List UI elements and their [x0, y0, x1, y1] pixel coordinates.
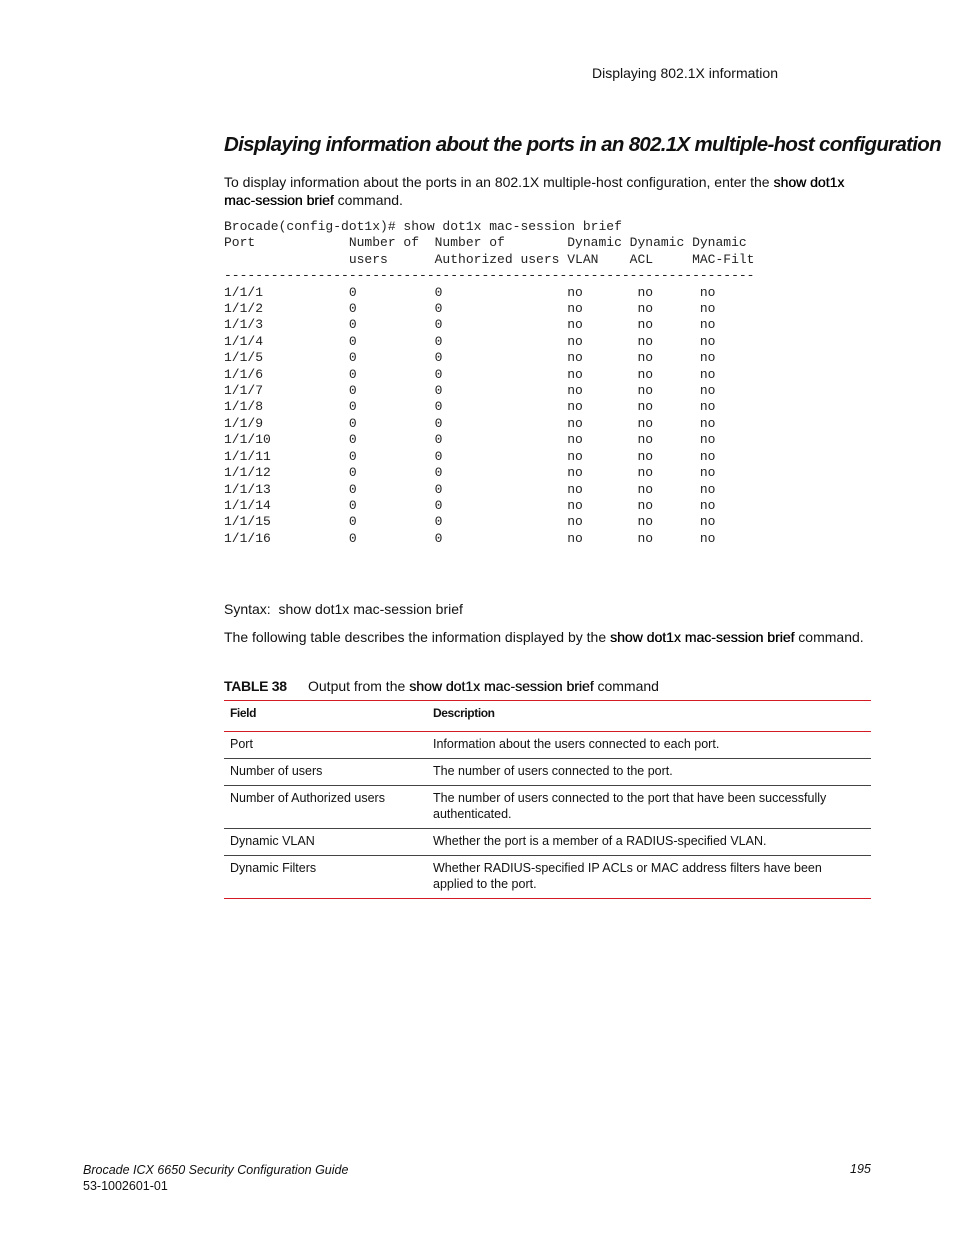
output-fields-table — [224, 700, 871, 899]
description-text-after: command. — [794, 629, 864, 645]
table-cell-field: Dynamic Filters — [224, 856, 427, 899]
column-header-description: Description — [427, 701, 871, 732]
table-cell-field: Number of users — [224, 759, 427, 786]
table-cell-description: Whether the port is a member of a RADIUS-specified VLAN. — [427, 829, 871, 856]
table-cell-field: Number of Authorized users — [224, 786, 427, 829]
cli-row: 1/1/3 0 0 no no no — [224, 317, 716, 333]
cli-row: 1/1/14 0 0 no no no — [224, 497, 716, 513]
cli-row: 1/1/10 0 0 no no no — [224, 432, 716, 448]
table-row — [224, 856, 871, 899]
table-number: TABLE 38 — [224, 678, 287, 694]
syntax-command: show dot1x mac-session brief — [278, 601, 463, 617]
cli-row: 1/1/13 0 0 no no no — [224, 481, 716, 497]
table-row — [224, 829, 871, 856]
footer-book-title: Brocade ICX 6650 Security Configuration Guide — [83, 1163, 349, 1177]
table-cell-field: Port — [224, 732, 427, 759]
cli-header-line-2: users Authorized users VLAN ACL MAC-Filt — [224, 251, 755, 267]
syntax-line — [224, 601, 463, 617]
table-cell-field: Dynamic VLAN — [224, 829, 427, 856]
table-row — [224, 786, 871, 829]
description-command: show dot1x mac-session brief — [610, 629, 795, 645]
cli-row: 1/1/2 0 0 no no no — [224, 301, 716, 317]
table-body — [224, 732, 871, 899]
intro-text-after: command. — [333, 192, 403, 208]
section-title: Displaying information about the ports in an 802.1X multiple-host configuration — [224, 133, 941, 156]
cli-row: 1/1/11 0 0 no no no — [224, 448, 716, 464]
intro-paragraph — [224, 173, 864, 209]
footer-left — [83, 1162, 348, 1194]
syntax-label: Syntax: — [224, 601, 271, 617]
footer-page-number: 195 — [850, 1162, 871, 1176]
intro-text-before: To display information about the ports in an 802.1X multiple-host configuration, enter the — [224, 174, 774, 190]
table-header-row — [224, 701, 871, 732]
table-row — [224, 732, 871, 759]
table-caption-after: command — [593, 678, 659, 694]
cli-row: 1/1/12 0 0 no no no — [224, 465, 716, 481]
table-caption-command: show dot1x mac-session brief — [409, 678, 594, 694]
cli-row: 1/1/8 0 0 no no no — [224, 399, 716, 415]
description-text-before: The following table describes the information displayed by the — [224, 629, 610, 645]
cli-header-line-1: Port Number of Number of Dynamic Dynamic Dynamic — [224, 235, 747, 251]
table-caption-before: Output from the — [308, 678, 410, 694]
table-row — [224, 759, 871, 786]
cli-output — [224, 219, 755, 547]
footer-doc-number: 53-1002601-01 — [83, 1179, 168, 1193]
cli-row: 1/1/7 0 0 no no no — [224, 383, 716, 399]
table-cell-description: Whether RADIUS-specified IP ACLs or MAC address filters have been applied to the port. — [427, 856, 871, 899]
running-header: Displaying 802.1X information — [592, 65, 778, 81]
cli-row: 1/1/5 0 0 no no no — [224, 350, 716, 366]
cli-row: 1/1/9 0 0 no no no — [224, 415, 716, 431]
cli-row: 1/1/15 0 0 no no no — [224, 514, 716, 530]
table-cell-description: Information about the users connected to each port. — [427, 732, 871, 759]
table-cell-description: The number of users connected to the port. — [427, 759, 871, 786]
cli-row: 1/1/6 0 0 no no no — [224, 366, 716, 382]
column-header-field: Field — [224, 701, 427, 732]
intro-command: show dot1x mac-session brief — [224, 174, 845, 208]
cli-row: 1/1/1 0 0 no no no — [224, 284, 716, 300]
table-cell-description: The number of users connected to the port that have been successfully authenticated. — [427, 786, 871, 829]
cli-row: 1/1/4 0 0 no no no — [224, 333, 716, 349]
cli-rows — [224, 285, 715, 546]
cli-prompt-line: Brocade(config-dot1x)# show dot1x mac-session brief — [224, 219, 622, 234]
cli-row: 1/1/16 0 0 no no no — [224, 530, 716, 546]
description-paragraph — [224, 628, 864, 646]
table-caption — [224, 678, 659, 694]
cli-separator: -------------------------------------------------------------------- — [224, 268, 755, 284]
